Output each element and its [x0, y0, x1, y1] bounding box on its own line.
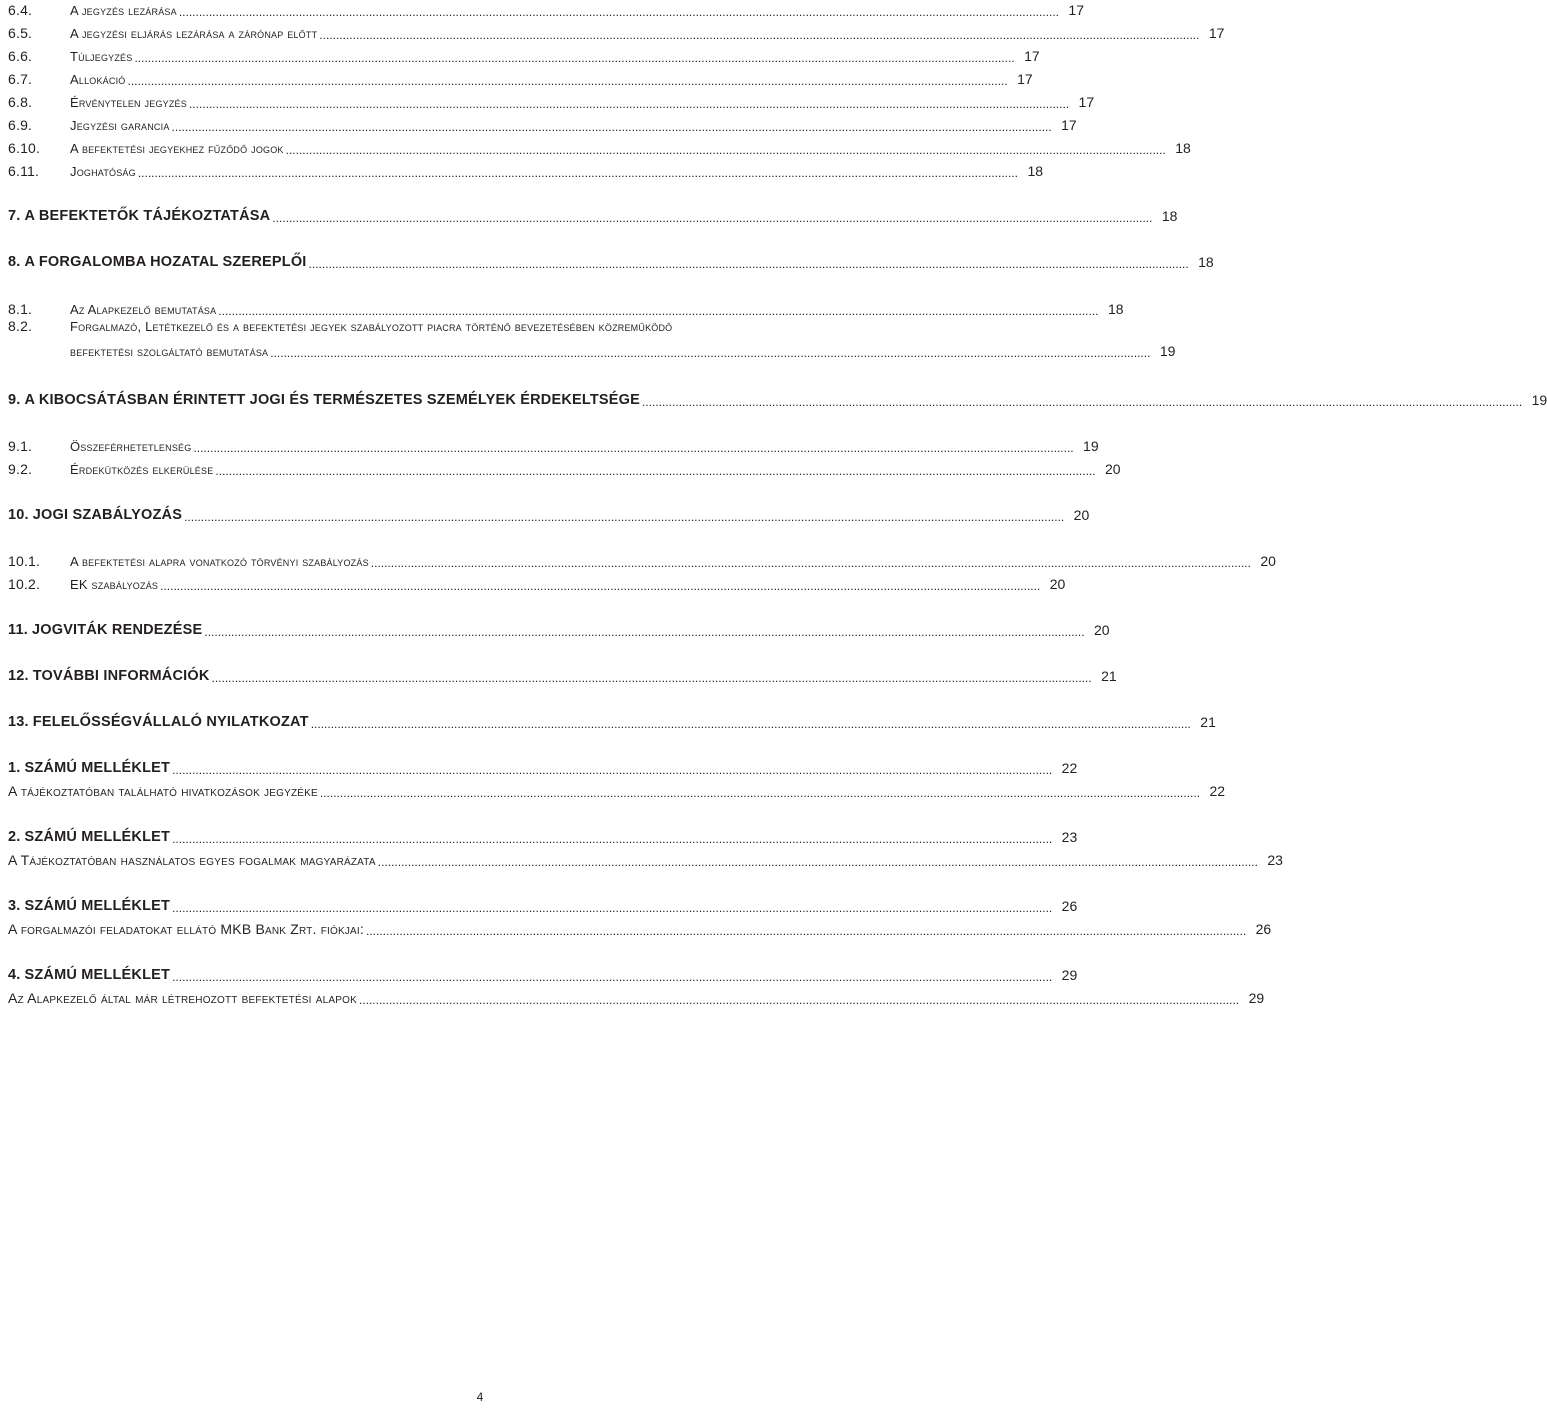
toc-section[interactable] — [8, 660, 1117, 684]
toc-entry-page: 17 — [1208, 25, 1225, 41]
toc-section-page: 19 — [1531, 392, 1547, 408]
toc-entry-number: 10.2. — [8, 576, 41, 592]
toc-annex[interactable] — [8, 752, 1078, 776]
toc-annex-page: 22 — [1061, 760, 1078, 776]
toc-entry-number: 6.9. — [8, 117, 33, 133]
toc-section-number: 11. — [8, 622, 28, 638]
toc-entry-title: A jegyzés lezárása — [70, 3, 177, 18]
toc-annex-page: 29 — [1061, 967, 1078, 983]
toc-annex-number: 1. — [8, 760, 21, 776]
toc-annex[interactable] — [8, 959, 1078, 983]
toc-annex-entry[interactable] — [8, 775, 1226, 799]
toc-entry-title: Joghatóság — [70, 164, 136, 179]
toc-section-number: 9. — [8, 392, 21, 408]
toc-entry-number: 8.1. — [8, 301, 33, 317]
toc-section-title: FELELŐSSÉGVÁLLALÓ NYILATKOZAT — [32, 714, 309, 730]
dot-leader — [320, 787, 1200, 799]
toc-section[interactable] — [8, 200, 1178, 224]
dot-leader — [272, 212, 1152, 224]
toc-section[interactable] — [8, 246, 1214, 270]
toc-entry-number: 9.2. — [8, 461, 33, 477]
toc-entry-title-continued: befektetési szolgáltató bemutatása — [70, 344, 269, 359]
toc-entry-page: 19 — [1159, 343, 1176, 359]
toc-entry-title: Összeférhetetlenség — [70, 439, 192, 454]
toc-entry-page: 18 — [1107, 301, 1124, 317]
page-number: 4 — [476, 1390, 484, 1404]
toc-entry[interactable] — [8, 40, 1040, 64]
toc-annex-number: 3. — [8, 898, 21, 914]
toc-annex-entry[interactable] — [8, 844, 1283, 868]
toc-annex-entry-page: 26 — [1255, 921, 1272, 937]
toc-section-page: 21 — [1101, 668, 1117, 684]
dot-leader — [204, 626, 1084, 638]
toc-entry[interactable] — [8, 109, 1077, 133]
dot-leader — [215, 465, 1095, 477]
toc-annex-number: 4. — [8, 967, 21, 983]
dot-leader — [160, 580, 1040, 592]
toc-section[interactable] — [8, 499, 1090, 523]
toc-entry-title: Érvénytelen jegyzés — [70, 95, 187, 110]
toc-entry-number: 6.6. — [8, 48, 33, 64]
toc-entry-title: Érdekütközés elkerülése — [70, 462, 214, 477]
toc-annex-page: 26 — [1061, 898, 1078, 914]
toc-section-title: A BEFEKTETŐK TÁJÉKOZTATÁSA — [24, 208, 271, 224]
toc-annex-entry-page: 29 — [1248, 990, 1265, 1006]
toc-annex-title: SZÁMÚ MELLÉKLET — [24, 898, 171, 914]
toc-entry-page: 17 — [1078, 94, 1095, 110]
toc-entry[interactable] — [8, 430, 1099, 454]
toc-entry-page: 18 — [1027, 163, 1044, 179]
toc-entry[interactable] — [8, 63, 1033, 87]
toc-entry-page: 18 — [1175, 140, 1191, 156]
toc-entry-page: 17 — [1024, 48, 1040, 64]
toc-annex-title: SZÁMÚ MELLÉKLET — [24, 967, 171, 983]
toc-entry-page: 20 — [1105, 461, 1121, 477]
toc-annex-entry-page: 23 — [1267, 852, 1283, 868]
toc-entry-number: 6.4. — [8, 2, 33, 18]
dot-leader — [270, 347, 1150, 359]
dot-leader — [359, 994, 1239, 1006]
toc-entry[interactable] — [8, 86, 1095, 110]
toc-entry[interactable] — [8, 453, 1121, 477]
toc-section-page: 18 — [1161, 208, 1178, 224]
toc-entry-page: 20 — [1260, 553, 1276, 569]
toc-entry-number: 6.11. — [8, 163, 40, 179]
toc-section-title: A KIBOCSÁTÁSBAN ÉRINTETT JOGI ÉS TERMÉSZETES SZEMÉLYEK ÉRDEKELTSÉGE — [24, 392, 640, 408]
toc-annex-entry-page: 22 — [1209, 783, 1226, 799]
dot-leader — [642, 396, 1522, 408]
toc-entry-title: Az Alapkezelő bemutatása — [70, 302, 217, 317]
toc-section-number: 10. — [8, 507, 29, 523]
toc-entry-page: 20 — [1049, 576, 1066, 592]
toc-entry-title: A befektetési alapra vonatkozó törvényi szabályozás — [70, 554, 369, 569]
toc-entry[interactable] — [8, 155, 1044, 179]
toc-entry-page: 17 — [1061, 117, 1077, 133]
dot-leader — [138, 167, 1018, 179]
toc-section-number: 13. — [8, 714, 29, 730]
toc-section-page: 20 — [1093, 622, 1110, 638]
toc-section[interactable] — [8, 614, 1110, 638]
toc-annex-entry-title: A tájékoztatóban található hivatkozások jegyzéke — [8, 783, 318, 799]
toc-section-number: 12. — [8, 668, 29, 684]
toc-entry[interactable] — [8, 312, 1176, 364]
toc-section-number: 7. — [8, 208, 21, 224]
toc-entry-title: A jegyzési eljárás lezárása a zárónap előtt — [70, 26, 318, 41]
toc-annex-entry-title: A forgalmazói feladatokat ellátó MKB Bank Zrt. fiókjai: — [8, 921, 364, 937]
toc-annex-entry-title: A Tájékoztatóban használatos egyes fogalmak magyarázata — [8, 852, 376, 868]
toc-entry-number: 8.2. — [8, 318, 33, 334]
toc-section-title: JOGVITÁK RENDEZÉSE — [31, 622, 203, 638]
toc-section[interactable] — [8, 384, 1547, 408]
dot-leader — [378, 856, 1258, 868]
dot-leader — [212, 672, 1092, 684]
toc-section-title: A FORGALOMBA HOZATAL SZEREPLŐI — [24, 254, 307, 270]
toc-section-title: JOGI SZABÁLYOZÁS — [32, 507, 183, 523]
toc-entry-title: Allokáció — [70, 72, 126, 87]
toc-section[interactable] — [8, 706, 1216, 730]
toc-section-page: 21 — [1200, 714, 1216, 730]
dot-leader — [184, 511, 1064, 523]
toc-entry-title: Jegyzési garancia — [70, 118, 170, 133]
toc-entry-page: 19 — [1083, 438, 1099, 454]
toc-annex[interactable] — [8, 890, 1078, 914]
toc-annex-page: 23 — [1061, 829, 1078, 845]
toc-entry-number: 6.8. — [8, 94, 33, 110]
toc-annex-entry[interactable] — [8, 982, 1265, 1006]
toc-entry-number: 10.1. — [8, 553, 41, 569]
dot-leader — [311, 718, 1191, 730]
toc-entry[interactable] — [8, 0, 1084, 18]
toc-annex-number: 2. — [8, 829, 21, 845]
toc-entry-title: Forgalmazó, Letétkezelő és a befektetési jegyek szabályozott piacra történő bevezetésében közreműködő — [70, 319, 673, 334]
dot-leader — [309, 258, 1189, 270]
toc-entry[interactable] — [8, 568, 1066, 592]
toc-section-title: TOVÁBBI INFORMÁCIÓK — [32, 668, 210, 684]
toc-section-number: 8. — [8, 254, 21, 270]
toc-entry[interactable] — [8, 132, 1191, 156]
toc-entry-title: A befektetési jegyekhez fűződő jogok — [70, 141, 284, 156]
toc-entry-title: Túljegyzés — [70, 49, 133, 64]
toc-entry-title: EK szabályozás — [70, 577, 159, 592]
toc-entry-number: 6.5. — [8, 25, 33, 41]
toc-section-page: 18 — [1198, 254, 1214, 270]
toc-annex-title: SZÁMÚ MELLÉKLET — [24, 829, 171, 845]
toc-annex-title: SZÁMÚ MELLÉKLET — [24, 760, 171, 776]
toc-entry[interactable] — [8, 17, 1225, 41]
toc-annex-entry-title: Az Alapkezelő által már létrehozott befektetési alapok — [8, 990, 357, 1006]
toc-entry-number: 9.1. — [8, 438, 33, 454]
toc-annex-entry[interactable] — [8, 913, 1272, 937]
toc-entry[interactable] — [8, 545, 1276, 569]
toc-entry-page: 17 — [1017, 71, 1033, 87]
toc-annex[interactable] — [8, 821, 1078, 845]
toc-entry-number: 6.7. — [8, 71, 33, 87]
toc-section-page: 20 — [1073, 507, 1090, 523]
dot-leader — [366, 925, 1246, 937]
toc-entry-number: 6.10. — [8, 140, 41, 156]
toc-entry-page: 17 — [1068, 2, 1084, 18]
